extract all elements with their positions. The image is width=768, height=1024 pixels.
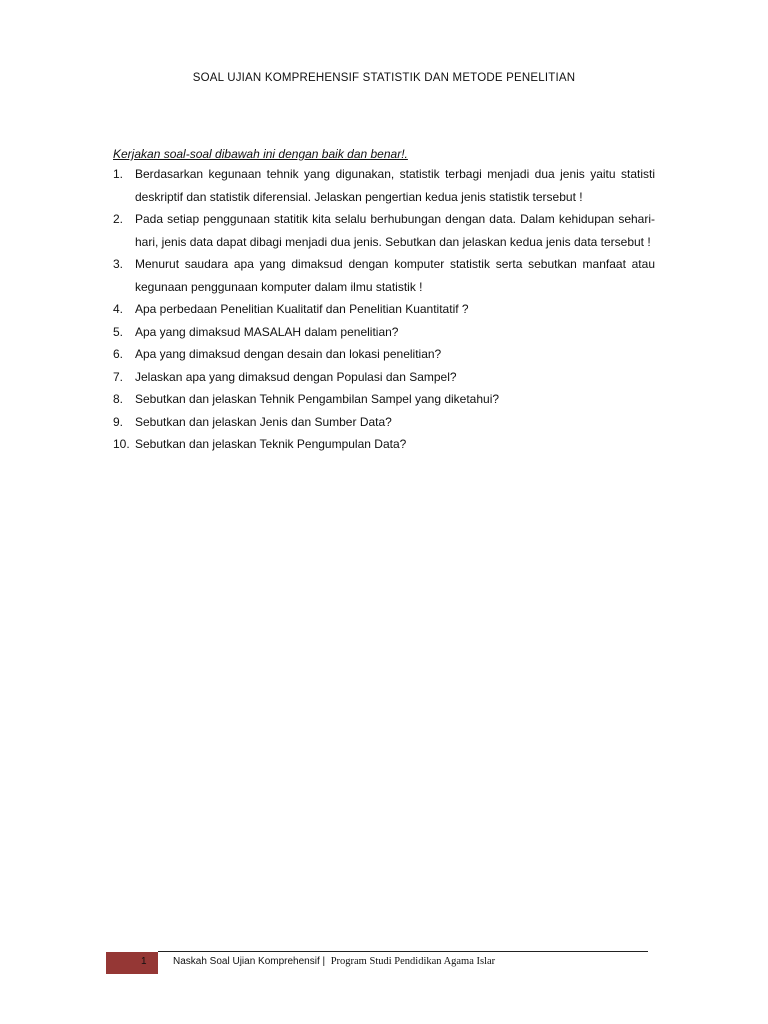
question-item [113,321,655,344]
question-item [113,433,655,456]
question-item [113,343,655,366]
question-text: Jelaskan apa yang dimaksud dengan Populasi dan Sampel? [135,369,457,384]
question-text: Apa yang dimaksud dengan desain dan lokasi penelitian? [135,347,442,361]
question-item [113,366,655,389]
question-item [113,298,655,321]
question-number: 9. [113,414,124,429]
question-text: Pada setiap penggunaan statitik kita selalu berhubungan dengan data. Dalam kehidupan sehari-hari, jenis data dapat dibagi menjadi dua jenis. Sebutkan dan jelaskan kedua jenis data tersebut ! [135,212,655,249]
question-text: Sebutkan dan jelaskan Teknik Pengumpulan Data? [135,437,407,451]
question-item [113,388,655,411]
page-number: 1 [141,956,147,967]
question-text: Apa yang dimaksud MASALAH dalam penelitian? [135,324,399,339]
question-number: 10. [113,437,130,451]
question-number: 1. [113,167,124,181]
question-item [113,208,655,253]
question-number: 6. [113,347,124,361]
question-number: 4. [113,302,124,316]
footer-divider [158,951,648,952]
footer-accent-box [106,952,158,974]
question-item [113,253,655,298]
question-number: 8. [113,392,124,406]
question-number: 2. [113,212,124,226]
question-text: Berdasarkan kegunaan tehnik yang digunakan, statistik terbagi menjadi dua jenis yaitu statisti deskriptif dan statistik diferensial. Jelaskan pengertian kedua jenis statistik tersebut ! [135,167,655,204]
question-item [113,411,655,434]
question-number: 3. [113,257,124,271]
question-text: Apa perbedaan Penelitian Kualitatif dan Penelitian Kuantitatif ? [135,302,469,316]
footer-right-text: Program Studi Pendidikan Agama Islar [330,956,496,967]
footer-left-text: Naskah Soal Ujian Komprehensif | [173,956,326,967]
footer-text [173,956,495,967]
question-item [113,163,655,208]
document-title: SOAL UJIAN KOMPREHENSIF STATISTIK DAN METODE PENELITIAN [192,72,576,84]
question-text: Sebutkan dan jelaskan Tehnik Pengambilan Sampel yang diketahui? [135,392,500,406]
question-list [113,163,655,456]
question-number: 5. [113,324,124,339]
question-number: 7. [113,369,124,384]
question-text: Sebutkan dan jelaskan Jenis dan Sumber Data? [135,414,392,429]
instruction-text: Kerjakan soal-soal dibawah ini dengan baik dan benar!. [113,147,408,161]
question-text: Menurut saudara apa yang dimaksud dengan komputer statistik serta sebutkan manfaat atau kegunaan penggunaan komputer dalam ilmu statistik ! [135,257,655,294]
